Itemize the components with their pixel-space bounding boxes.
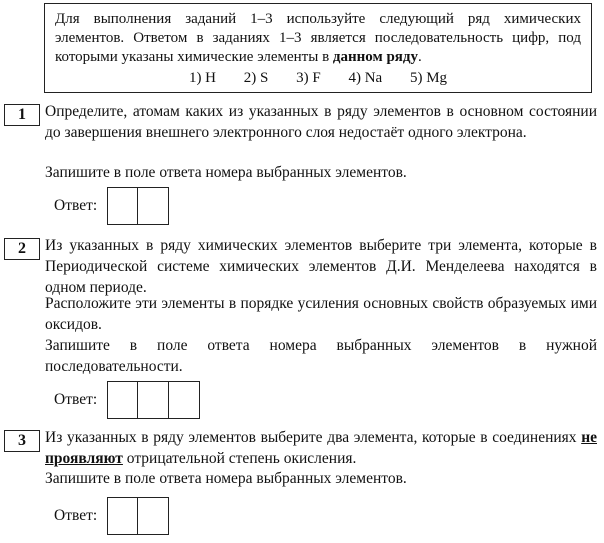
- option-1: 1) H: [188, 70, 217, 86]
- task-3-question-emphasis: не проявляют: [45, 429, 597, 467]
- element-options: [45, 69, 591, 88]
- answer-cell[interactable]: [138, 187, 169, 225]
- task-2-answer-label: Ответ:: [54, 391, 98, 408]
- intro-text-end: .: [418, 49, 422, 65]
- task-3-number: 3: [4, 430, 40, 452]
- task-1-question: Определите, атомам каких из указанных в ряду элементов в основном состоянии до завершения внешнего электронного слоя недостаёт одного электрона.: [45, 103, 597, 141]
- task-1-instruction: Запишите в поле ответа номера выбранных элементов.: [45, 164, 407, 181]
- intro-text: Для выполнения заданий 1–3 используйте следующий ряд химических элементов. Ответом в заданиях 1–3 является последовательность цифр, под которыми указаны химические элементы в: [55, 11, 581, 65]
- task-1-number: 1: [4, 104, 40, 126]
- answer-cell[interactable]: [107, 497, 138, 535]
- answer-cell[interactable]: [107, 381, 138, 419]
- task-3-question-text-end: отрицательной степень окисления.: [122, 450, 357, 467]
- answer-cell[interactable]: [138, 497, 169, 535]
- intro-emphasis: данном ряду: [332, 49, 419, 65]
- task-2-answer-field[interactable]: [107, 381, 200, 419]
- task-2-number: 2: [4, 238, 40, 260]
- option-2: 2) S: [243, 70, 269, 86]
- option-4: 4) Na: [348, 70, 383, 86]
- task-3-question: [45, 427, 597, 469]
- task-2-question: Из указанных в ряду химических элементов выберите три элемента, которые в Периодической системе химических элементов Д.И. Менделеева находятся в одном периоде.: [45, 237, 597, 296]
- task-1-answer-label: Ответ:: [54, 197, 98, 214]
- answer-cell[interactable]: [138, 381, 169, 419]
- task-3-answer-field[interactable]: [107, 497, 169, 535]
- intro-box: [44, 3, 592, 93]
- task-1-answer-field[interactable]: [107, 187, 169, 225]
- option-5: 5) Mg: [409, 70, 448, 86]
- option-3: 3) F: [296, 70, 321, 86]
- task-2-instruction-2: Запишите в поле ответа номера выбранных элементов в нужной последовательности.: [45, 337, 597, 375]
- task-3-answer-label: Ответ:: [54, 507, 98, 524]
- task-2-instruction: Расположите эти элементы в порядке усиления основных свойств образуемых ими оксидов.: [45, 295, 597, 333]
- task-3-instruction: Запишите в поле ответа номера выбранных элементов.: [45, 470, 407, 487]
- answer-cell[interactable]: [107, 187, 138, 225]
- answer-cell[interactable]: [169, 381, 200, 419]
- task-3-question-text: Из указанных в ряду элементов выберите два элемента, которые в соединениях: [45, 429, 582, 446]
